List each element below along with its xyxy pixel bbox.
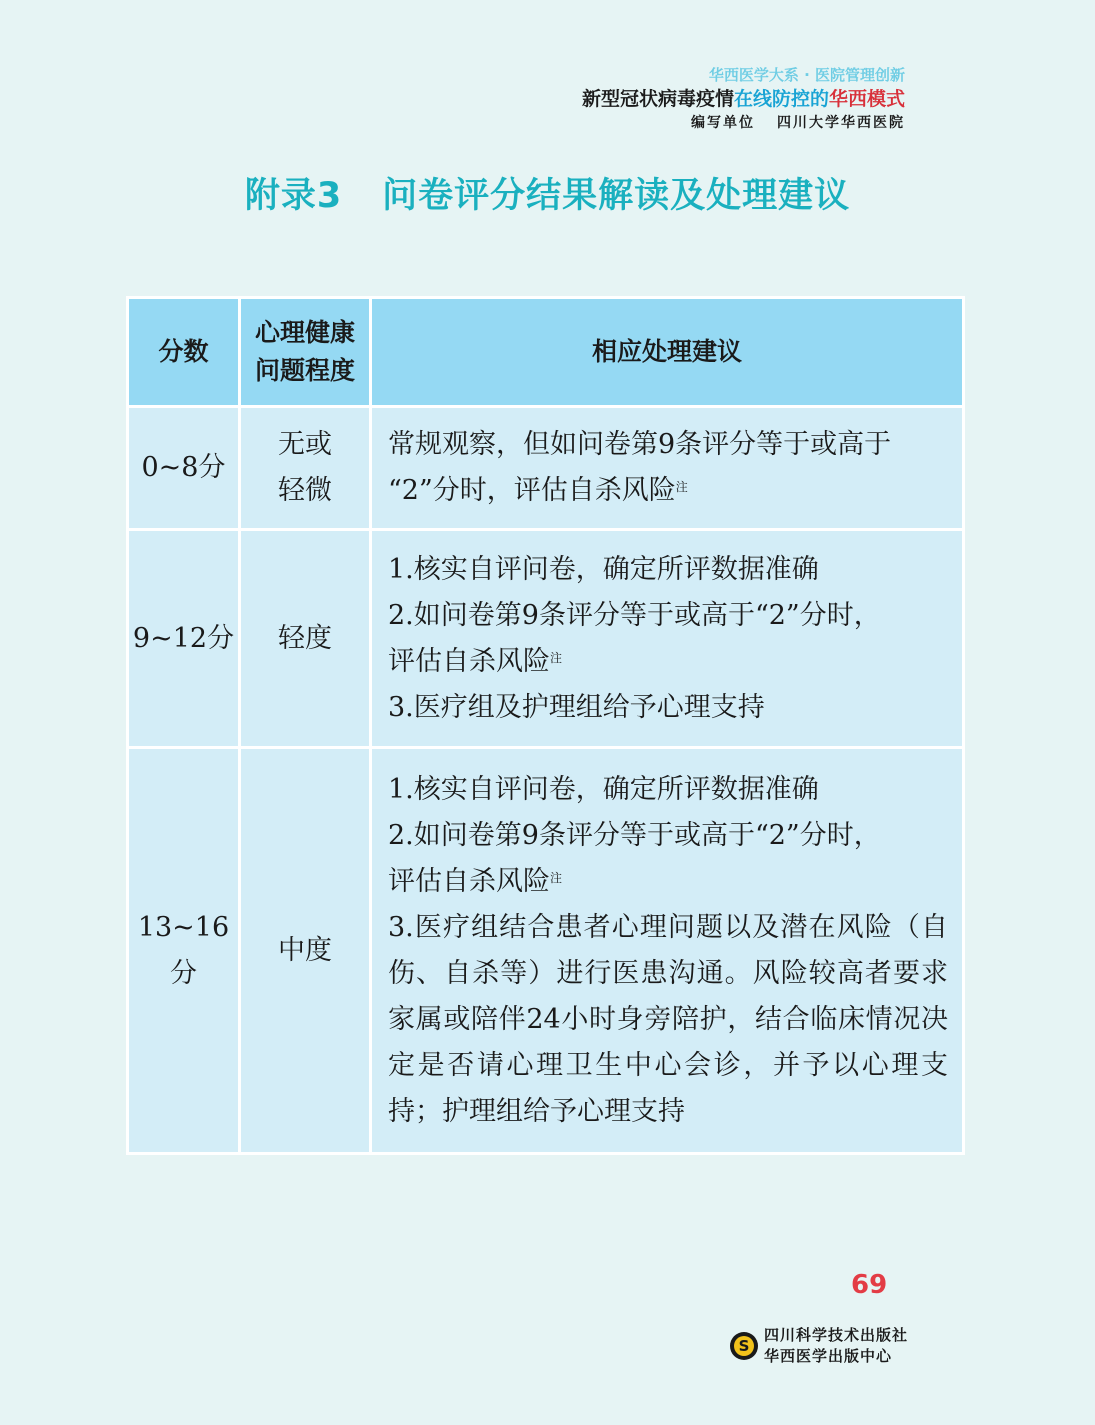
page-number: 69 xyxy=(851,1270,888,1300)
advice-line: 3.医疗组及护理组给予心理支持 xyxy=(388,691,765,723)
score-cell: 9~12分 xyxy=(128,530,240,748)
publisher-logo-icon xyxy=(730,1332,758,1360)
running-header xyxy=(582,64,905,134)
advice-line: “2”分时，评估自杀风险$^注$ xyxy=(388,475,688,506)
advice-line: 2.如问卷第9条评分等于或高于“2”分时， xyxy=(388,599,881,631)
appendix-label: 附录3 xyxy=(244,176,343,216)
book-title-highlight-blue: 在线防控的 xyxy=(733,88,829,110)
note-marker: 注 xyxy=(550,870,563,885)
note-marker: 注 xyxy=(550,650,563,665)
advice-line: 1.核实自评问卷，确定所评数据准确 xyxy=(388,773,819,805)
advice-line: 评估自杀风险$^注$ xyxy=(388,865,563,897)
author-line xyxy=(582,112,905,134)
table-row xyxy=(128,407,964,530)
advice-line: 2.如问卷第9条评分等于或高于“2”分时， xyxy=(388,819,881,851)
advice-line: 3.医疗组结合患者心理问题以及潜在风险（自伤、自杀等）进行医患沟通。风险较高者要求家属或陪伴24小时身旁陪护，结合临床情况决定是否请心理卫生中心会诊，并予以心理支持；护理组给予心理支持 xyxy=(388,911,948,1127)
advice-line: 1.核实自评问卷，确定所评数据准确 xyxy=(388,553,819,585)
book-title-prefix: 新型冠状病毒疫情 xyxy=(581,88,734,110)
publisher-line1: 四川科学技术出版社 xyxy=(764,1326,909,1344)
table-row xyxy=(128,748,964,1154)
advice-cell xyxy=(371,407,964,530)
author-name: 四川大学华西医院 xyxy=(777,115,905,131)
level-cell: 无或 轻微 xyxy=(240,407,371,530)
level-cell: 轻度 xyxy=(240,530,371,748)
advice-line: 常规观察，但如问卷第9条评分等于或高于 xyxy=(388,429,892,460)
header-level xyxy=(240,298,371,407)
publisher-line2: 华西医学出版中心 xyxy=(764,1347,893,1365)
publisher-names xyxy=(764,1325,908,1367)
book-title xyxy=(582,86,905,112)
note-marker: 注 xyxy=(675,480,688,494)
advice-line: 评估自杀风险$^注$ xyxy=(388,645,563,677)
publisher-block xyxy=(730,1325,908,1367)
level-cell: 中度 xyxy=(240,748,371,1154)
book-title-highlight-red: 华西模式 xyxy=(828,88,905,110)
advice-cell xyxy=(371,530,964,748)
header-level-line2: 问题程度 xyxy=(254,356,355,385)
header-advice: 相应处理建议 xyxy=(371,298,964,407)
score-interpretation-table xyxy=(126,296,965,1155)
author-label: 编写单位 xyxy=(691,115,755,131)
header-level-line1: 心理健康 xyxy=(254,318,355,347)
score-cell: 0~8分 xyxy=(128,407,240,530)
header-score: 分数 xyxy=(128,298,240,407)
series-title: 华西医学大系 · 医院管理创新 xyxy=(708,66,905,84)
page-title xyxy=(0,168,1095,218)
table-row xyxy=(128,530,964,748)
appendix-title: 问卷评分结果解读及处理建议 xyxy=(382,176,851,216)
score-cell: 13~16分 xyxy=(128,748,240,1154)
table-header-row xyxy=(128,298,964,407)
advice-cell xyxy=(371,748,964,1154)
